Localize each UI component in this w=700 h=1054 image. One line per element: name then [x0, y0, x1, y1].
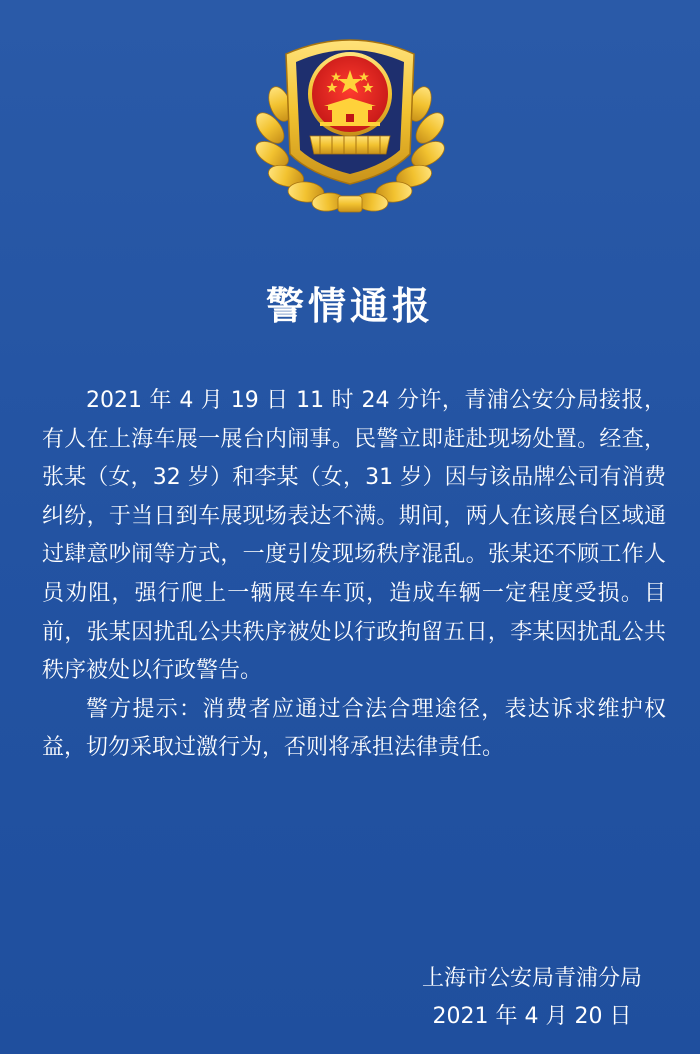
notice-signature — [422, 960, 642, 1036]
notice-paragraph: 警方提示：消费者应通过合法合理途径，表达诉求维护权益，切勿采取过激行为，否则将承担法律责任。 — [42, 696, 666, 761]
notice-paragraph: 2021 年 4 月 19 日 11 时 24 分许，青浦公安分局接报，有人在上海车展一展台内闹事。民警立即赶赴现场处置。经查，张某（女，32 岁）和李某（女，31 岁）因与该品牌公司有消费纠纷，于当日到车展现场表达不满。期间，两人在该展台区域通过肆意吵闹等方式，一度引发现场秩序混乱。张某还不顾工作人员劝阻，强行爬上一辆展车车顶，造成车辆一定程度受损。目前，张某因扰乱公共秩序被处以行政拘留五日，李某因扰乱公共秩序被处以行政警告。 — [42, 388, 666, 684]
issue-date: 2021 年 4 月 20 日 — [432, 1004, 632, 1029]
notice-title: 警情通报 — [265, 284, 434, 328]
notice-body — [42, 382, 666, 768]
issuer-name: 上海市公安局青浦分局 — [421, 966, 642, 991]
police-emblem-icon — [240, 24, 460, 224]
